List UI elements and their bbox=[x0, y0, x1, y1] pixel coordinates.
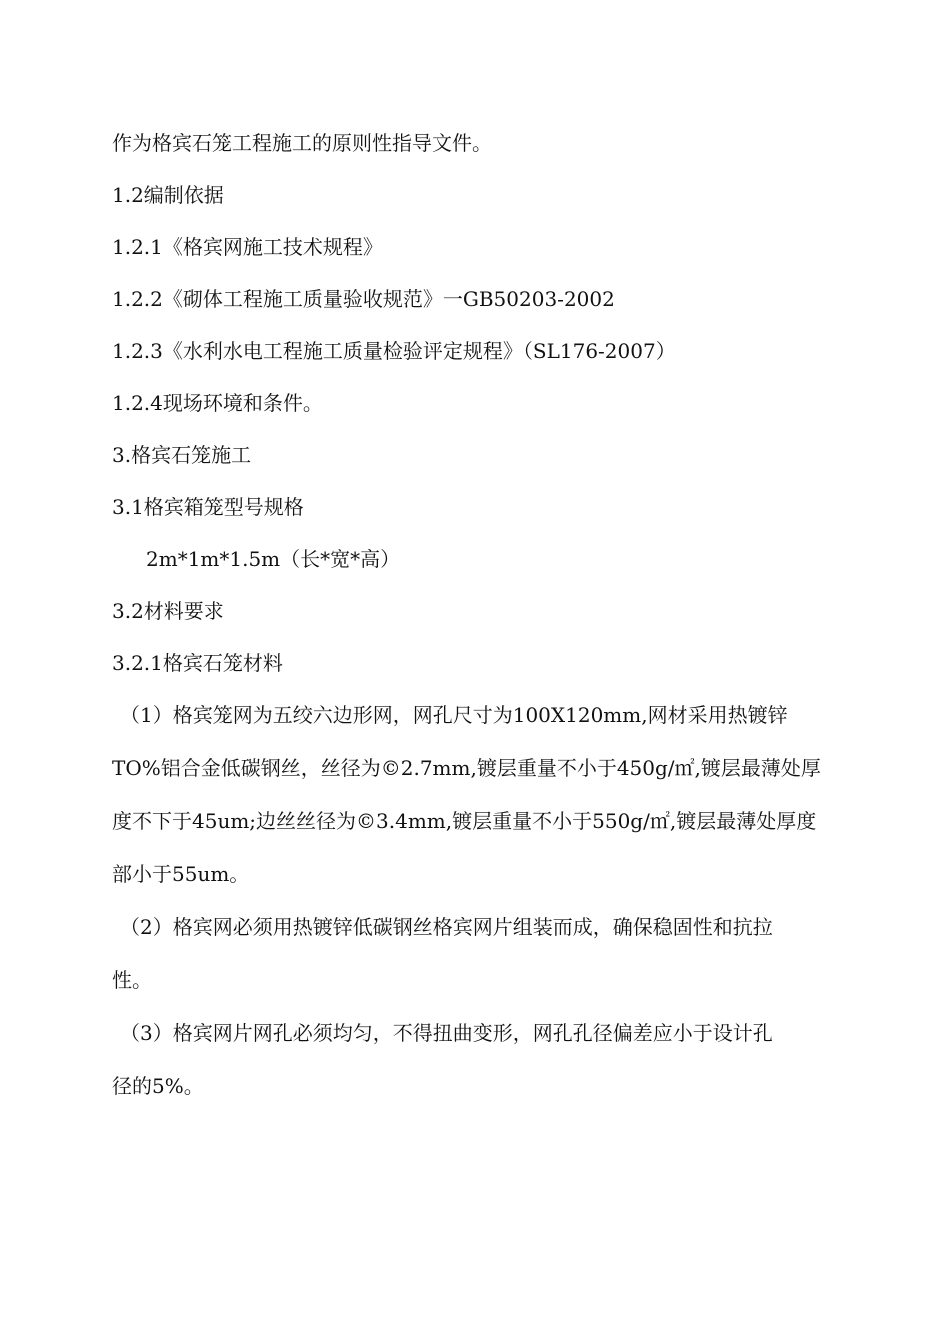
paragraph-line: 性。 bbox=[112, 968, 152, 992]
reference-1-2-3: 1.2.3《水利水电工程施工质量检验评定规程》（SL176-2007） bbox=[112, 339, 676, 363]
paragraph-item-3 bbox=[112, 1017, 857, 1107]
paragraph-line: 部小于55um。 bbox=[112, 862, 250, 886]
section-heading-3-2: 3.2材料要求 bbox=[112, 599, 224, 623]
section-heading-3-1: 3.1格宾箱笼型号规格 bbox=[112, 495, 304, 519]
paragraph-item-1 bbox=[112, 699, 857, 895]
text-line-purpose: 作为格宾石笼工程施工的原则性指导文件。 bbox=[112, 131, 492, 155]
section-heading-3-2-1: 3.2.1格宾石笼材料 bbox=[112, 651, 283, 675]
reference-1-2-2: 1.2.2《砌体工程施工质量验收规范》一GB50203-2002 bbox=[112, 287, 615, 311]
paragraph-item-2 bbox=[112, 911, 857, 1001]
reference-1-2-1: 1.2.1《格宾网施工技术规程》 bbox=[112, 235, 383, 259]
paragraph-line: （3）格宾网片网孔必须均匀，不得扭曲变形，网孔孔径偏差应小于设计孔 bbox=[120, 1021, 773, 1045]
paragraph-line: （2）格宾网必须用热镀锌低碳钢丝格宾网片组装而成，确保稳固性和抗拉 bbox=[120, 915, 773, 939]
paragraph-line: 径的5%。 bbox=[112, 1074, 204, 1098]
document-body bbox=[112, 127, 857, 1123]
reference-1-2-4: 1.2.4现场环境和条件。 bbox=[112, 391, 323, 415]
paragraph-line: 度不下于45um;边丝丝径为©3.4mm,镀层重量不小于550g/㎡,镀层最薄处厚度 bbox=[112, 809, 817, 833]
paragraph-line: TO%铝合金低碳钢丝，丝径为©2.7mm,镀层重量不小于450g/㎡,镀层最薄处厚 bbox=[112, 756, 821, 780]
paragraph-line: （1）格宾笼网为五绞六边形网，网孔尺寸为100X120mm,网材采用热镀锌 bbox=[120, 703, 788, 727]
section-heading-3: 3.格宾石笼施工 bbox=[112, 443, 252, 467]
section-heading-1-2: 1.2编制依据 bbox=[112, 183, 224, 207]
gabion-size-spec: 2m*1m*1.5m（长*宽*高） bbox=[146, 547, 401, 571]
